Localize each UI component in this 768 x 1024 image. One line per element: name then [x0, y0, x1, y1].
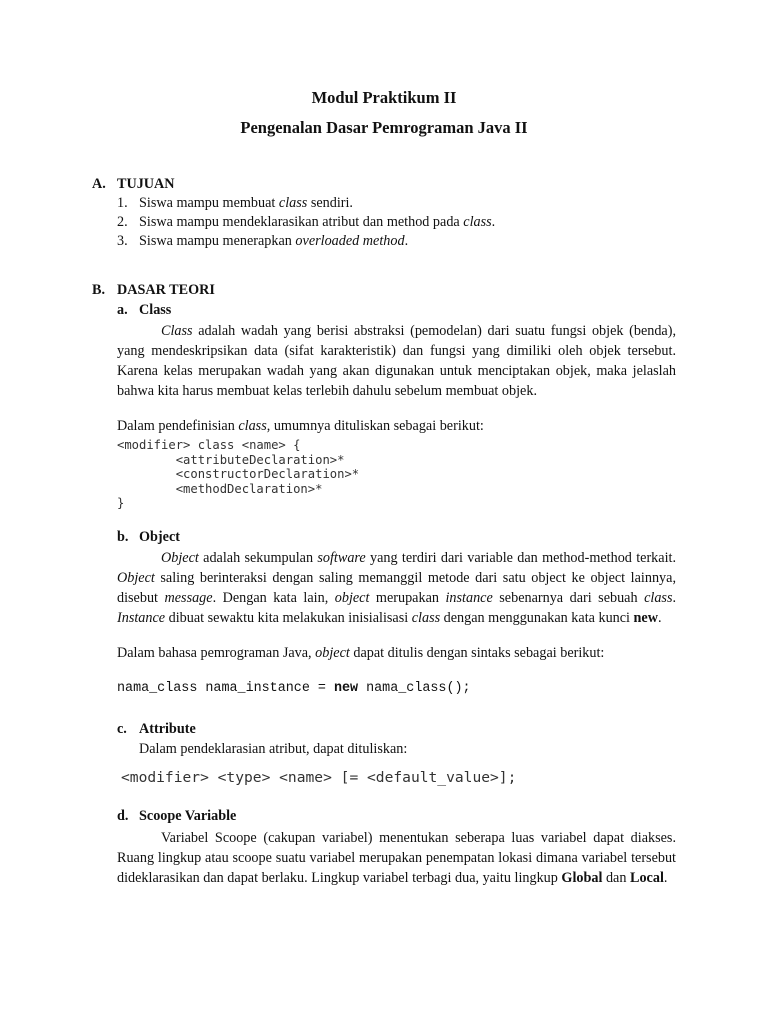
class-code-block [117, 438, 359, 511]
object-subsection-heading: Object [139, 529, 180, 545]
object-subsection-letter: b. [117, 529, 129, 545]
class-paragraph: Class adalah wadah yang berisi abstraksi (pemodelan) dari suatu fungsi objek (benda), yang mendeskripsikan data (sifat karakteristik) dan fungsi yang dimiliki oleh objek tersebut. Karena kelas merupakan wadah yang akan digunakan untuk menciptakan objek, maka jelaslah bahwa kita harus membuat kelas terlebih dahulu sebelum membuat objek. [117, 323, 676, 399]
objective-2-text: Siswa mampu mendeklarasikan atribut dan method pada class. [139, 214, 496, 230]
scope-paragraph: Variabel Scoope (cakupan variabel) menentukan seberapa luas variabel dapat diakses. Ruang lingkup atau scoope suatu variabel merupakan penempatan lokasi dimana variabel tersebut dideklarasikan dan dapat berlaku. Lingkup variabel terbagi dua, yaitu lingkup Global dan Local. [117, 830, 676, 886]
objective-1-number: 1. [117, 195, 128, 211]
class-subsection-heading: Class [139, 302, 172, 318]
section-a-letter: A. [92, 176, 106, 192]
code-line: <modifier> class <name> { [117, 438, 301, 452]
object-syntax-intro: Dalam bahasa pemrograman Java, object dapat ditulis dengan sintaks sebagai berikut: [117, 645, 605, 661]
objective-3-number: 3. [117, 233, 128, 249]
code-line: } [117, 496, 125, 511]
objective-3-text: Siswa mampu menerapkan overloaded method. [139, 233, 409, 249]
class-subsection-letter: a. [117, 302, 128, 318]
document-subtitle: Pengenalan Dasar Pemrograman Java II [240, 118, 528, 137]
document-title: Modul Praktikum II [311, 88, 457, 107]
section-b-heading: DASAR TEORI [117, 282, 215, 298]
attribute-subsection-heading: Attribute [139, 721, 196, 737]
attribute-subsection-letter: c. [117, 721, 127, 737]
section-b-letter: B. [92, 282, 106, 298]
class-definition-intro: Dalam pendefinisian class, umumnya dituliskan sebagai berikut: [117, 418, 484, 434]
object-code-line: nama_class nama_instance = new nama_class(); [117, 681, 471, 696]
scope-subsection-heading: Scoope Variable [139, 808, 237, 824]
objective-1-text: Siswa mampu membuat class sendiri. [139, 195, 353, 211]
scope-subsection-letter: d. [117, 808, 129, 824]
attribute-code-line: <modifier> <type> <name> [= <default_value>]; [121, 769, 517, 786]
objective-2-number: 2. [117, 214, 128, 230]
object-paragraph: Object adalah sekumpulan software yang terdiri dari variable dan method-method terkait. Object saling berinteraksi dengan saling memanggil metode dari satu object ke object lainnya, disebut message. Dengan kata lain, object merupakan instance sebenarnya dari sebuah class. Instance dibuat sewaktu kita melakukan inisialisasi class dengan menggunakan kata kunci new. [117, 550, 677, 626]
attribute-intro: Dalam pendeklarasian atribut, dapat dituliskan: [139, 741, 408, 757]
section-a-heading: TUJUAN [117, 176, 175, 192]
code-line: <methodDeclaration>* [117, 481, 323, 496]
code-line: <constructorDeclaration>* [117, 467, 360, 482]
code-line: <attributeDeclaration>* [117, 452, 345, 467]
